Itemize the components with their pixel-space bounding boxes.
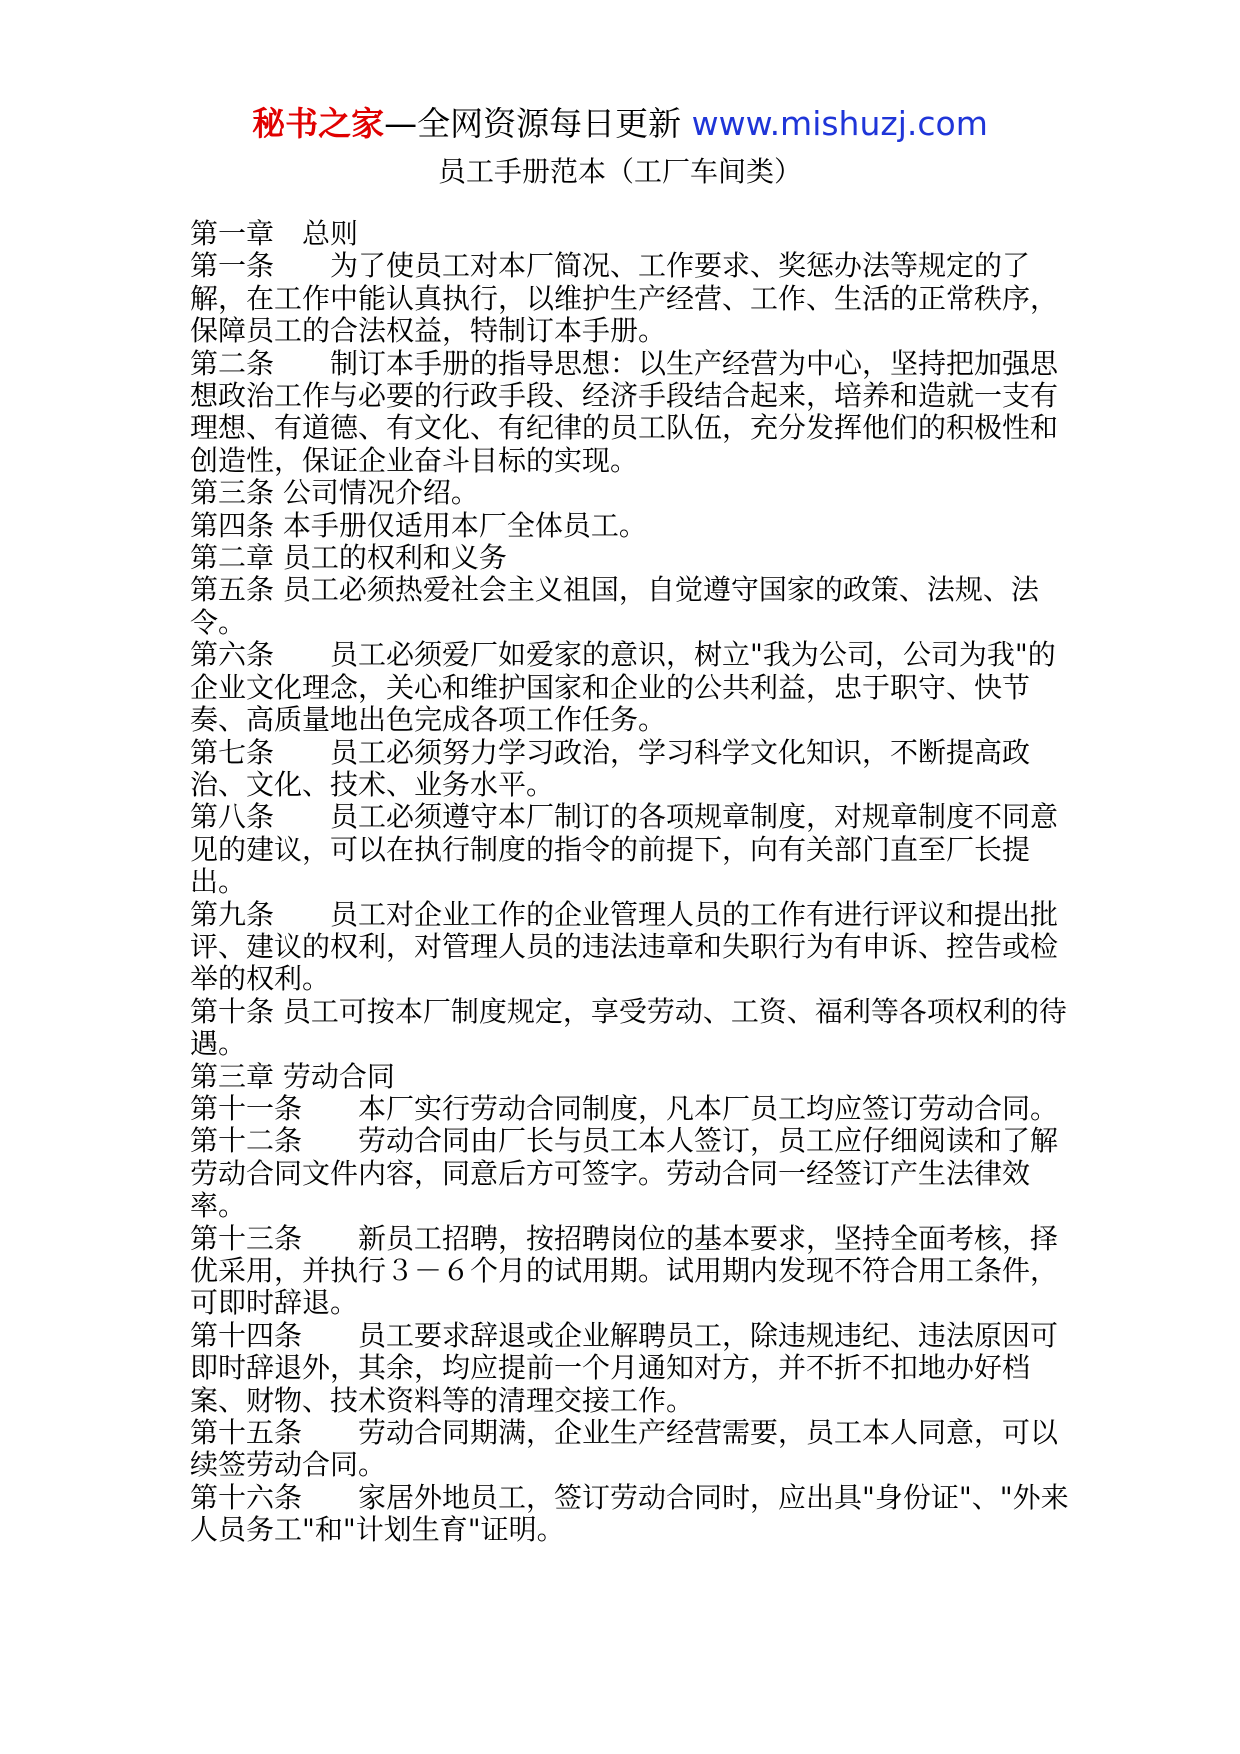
article-paragraph: 第一条 为了使员工对本厂简况、工作要求、奖惩办法等规定的了解，在工作中能认真执行，以维护生产经营、工作、生活的正常秩序，保障员工的合法权益，特制订本手册。 xyxy=(190,249,1059,348)
article-paragraph: 第三条 公司情况介绍。 xyxy=(190,476,479,510)
article-paragraph: 第四条 本手册仅适用本厂全体员工。 xyxy=(190,508,647,542)
brand-name: 秘书之家 xyxy=(252,104,385,143)
article-paragraph: 第八条 员工必须遵守本厂制订的各项规章制度，对规章制度不同意见的建议，可以在执行制度的指令的前提下，向有关部门直至厂长提出。 xyxy=(190,800,1059,899)
article-paragraph: 第十六条 家居外地员工，签订劳动合同时，应出具"身份证"、"外来人员务工"和"计划生育"证明。 xyxy=(190,1480,1069,1547)
article-paragraph: 第十三条 新员工招聘，按招聘岗位的基本要求，坚持全面考核，择优采用，并执行３－６个月的试用期。试用期内发现不符合用工条件，可即时辞退。 xyxy=(190,1221,1059,1320)
article-paragraph: 第六条 员工必须爱厂如爱家的意识，树立"我为公司，公司为我"的企业文化理念，关心和维护国家和企业的公共利益，忠于职守、快节奏、高质量地出色完成各项工作任务。 xyxy=(190,638,1056,737)
chapter-heading: 第二章 员工的权利和义务 xyxy=(190,541,507,575)
article-paragraph: 第九条 员工对企业工作的企业管理人员的工作有进行评议和提出批评、建议的权利，对管理人员的违法违章和失职行为有申诉、控告或检举的权利。 xyxy=(190,897,1059,996)
article-paragraph: 第七条 员工必须努力学习政治，学习科学文化知识，不断提高政治、文化、技术、业务水平。 xyxy=(190,735,1031,801)
chapter-heading: 第一章 总则 xyxy=(190,217,359,250)
article-paragraph: 第五条 员工必须热爱社会主义祖国，自觉遵守国家的政策、法规、法令。 xyxy=(190,573,1039,639)
document-title: 员工手册范本（工厂车间类） xyxy=(437,155,802,188)
banner-slogan: —全网资源每日更新 xyxy=(384,104,692,143)
article-paragraph: 第十一条 本厂实行劳动合同制度，凡本厂员工均应签订劳动合同。 xyxy=(190,1091,1059,1125)
site-banner xyxy=(0,98,1240,150)
document-body xyxy=(190,218,1070,1547)
article-paragraph: 第十二条 劳动合同由厂长与员工本人签订，员工应仔细阅读和了解劳动合同文件内容，同意后方可签字。劳动合同一经签订产生法律效率。 xyxy=(190,1124,1059,1223)
article-paragraph: 第十五条 劳动合同期满，企业生产经营需要，员工本人同意，可以续签劳动合同。 xyxy=(190,1416,1059,1482)
chapter-heading: 第三章 劳动合同 xyxy=(190,1059,395,1093)
article-paragraph: 第二条 制订本手册的指导思想：以生产经营为中心，坚持把加强思想政治工作与必要的行政手段、经济手段结合起来，培养和造就一支有理想、有道德、有文化、有纪律的员工队伍，充分发挥他们的积极性和创造性，保证企业奋斗目标的实现。 xyxy=(190,346,1059,477)
article-paragraph: 第十四条 员工要求辞退或企业解聘员工，除违规违纪、违法原因可即时辞退外，其余，均应提前一个月通知对方，并不折不扣地办好档案、财物、技术资料等的清理交接工作。 xyxy=(190,1318,1059,1417)
website-url[interactable]: www.mishuzj.com xyxy=(691,104,988,143)
article-paragraph: 第十条 员工可按本厂制度规定，享受劳动、工资、福利等各项权利的待遇。 xyxy=(190,994,1067,1061)
